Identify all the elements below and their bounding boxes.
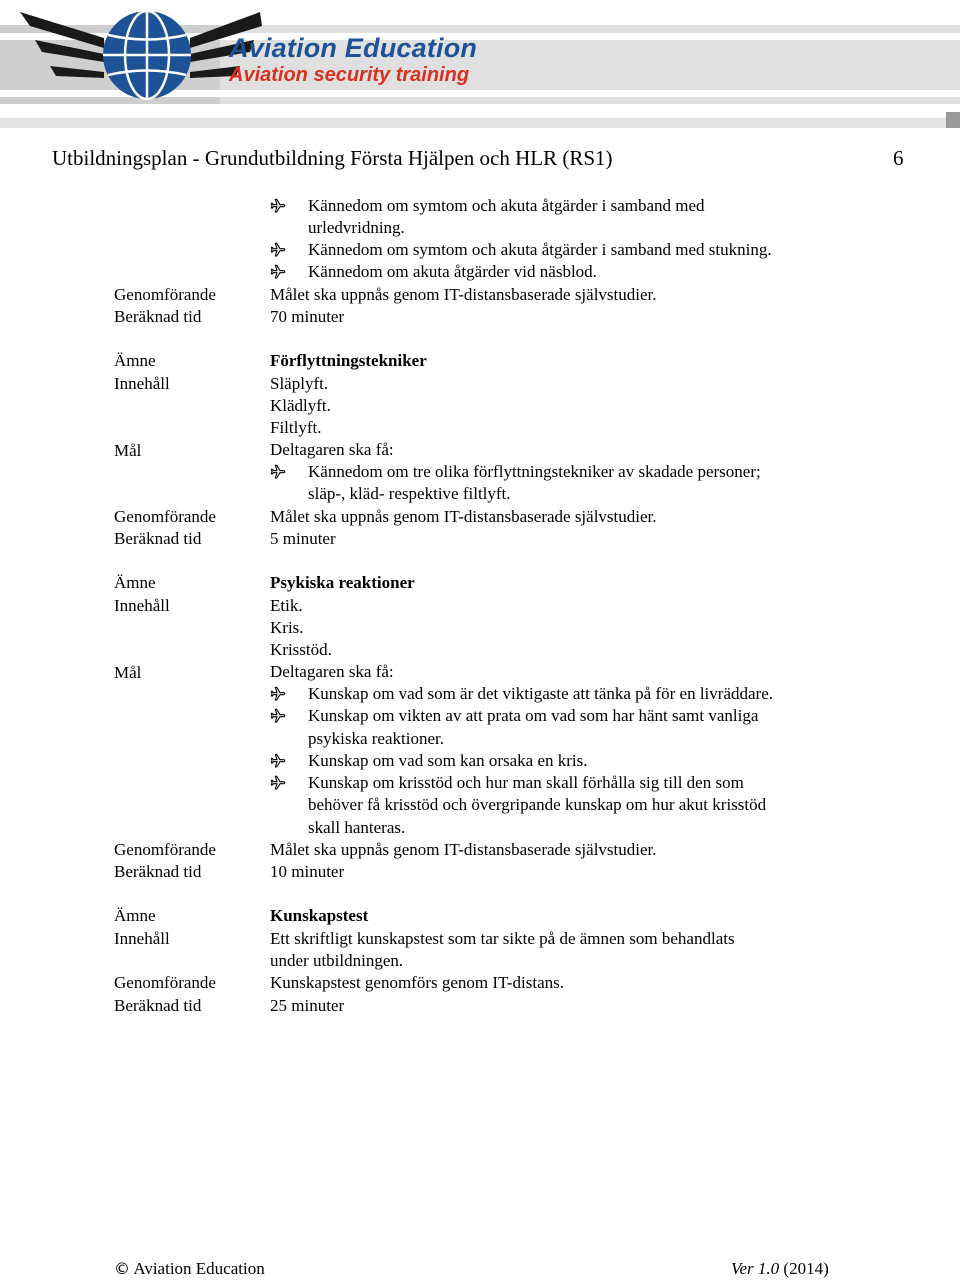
- beraknad-tid-value: 10 minuter: [270, 862, 345, 881]
- innehall-item: Etik.: [270, 596, 303, 615]
- list-item: Kännedom om tre olika förflyttningstekniker av skadade personer;: [308, 462, 761, 481]
- label-amne: Ämne: [114, 906, 156, 925]
- list-item: Kunskap om vikten av att prata om vad som har hänt samt vanliga: [308, 706, 759, 725]
- label-amne: Ämne: [114, 351, 156, 370]
- list-item-continuation: urledvridning.: [308, 218, 405, 237]
- label-mal: Mål: [114, 441, 142, 460]
- list-item: Kännedom om akuta åtgärder vid näsblod.: [308, 262, 597, 281]
- page-number: 6: [893, 146, 904, 170]
- amne-title: Psykiska reaktioner: [270, 573, 415, 592]
- beraknad-tid-value: 5 minuter: [270, 529, 336, 548]
- airplane-icon: [270, 686, 286, 702]
- label-innehall: Innehåll: [114, 374, 170, 393]
- list-item-continuation: behöver få krisstöd och övergripande kunskap om hur akut krisstöd: [308, 795, 767, 814]
- label-beraknad-tid: Beräknad tid: [114, 307, 202, 326]
- label-genomforande: Genomförande: [114, 973, 216, 992]
- list-item-continuation: släp-, kläd- respektive filtlyft.: [308, 484, 511, 503]
- label-beraknad-tid: Beräknad tid: [114, 996, 202, 1015]
- genomforande-text: Kunskapstest genomförs genom IT-distans.: [270, 973, 565, 992]
- label-beraknad-tid: Beräknad tid: [114, 529, 202, 548]
- innehall-item: Kris.: [270, 618, 304, 637]
- airplane-icon: [270, 242, 286, 258]
- airplane-icon: [270, 775, 286, 791]
- list-item: Kännedom om symtom och akuta åtgärder i samband med stukning.: [308, 240, 772, 259]
- innehall-item: Klädlyft.: [270, 396, 331, 415]
- innehall-item: under utbildningen.: [270, 951, 404, 970]
- label-innehall: Innehåll: [114, 596, 170, 615]
- airplane-icon: [270, 198, 286, 214]
- list-item: Kunskap om vad som är det viktigaste att tänka på för en livräddare.: [308, 684, 773, 703]
- airplane-icon: [270, 464, 286, 480]
- copyright-icon: ©: [114, 1259, 130, 1278]
- footer-version-label: Ver 1.0: [731, 1259, 780, 1278]
- beraknad-tid-value: 25 minuter: [270, 996, 345, 1015]
- document-title: Utbildningsplan - Grundutbildning Första Hjälpen och HLR (RS1): [52, 146, 613, 170]
- innehall-item: Filtlyft.: [270, 418, 322, 437]
- list-item: Kunskap om vad som kan orsaka en kris.: [308, 751, 588, 770]
- innehall-item: Släplyft.: [270, 374, 329, 393]
- brand-subtitle: Aviation security training: [229, 64, 470, 86]
- footer-company: Aviation Education: [133, 1259, 265, 1278]
- brand-title: Aviation Education: [229, 33, 478, 63]
- amne-title: Kunskapstest: [270, 906, 369, 925]
- list-item: Kännedom om symtom och akuta åtgärder i samband med: [308, 196, 705, 215]
- page-header: [0, 0, 960, 128]
- beraknad-tid-value: 70 minuter: [270, 307, 345, 326]
- genomforande-text: Målet ska uppnås genom IT-distansbaserade självstudier.: [270, 285, 657, 304]
- label-genomforande: Genomförande: [114, 507, 216, 526]
- mal-intro: Deltagaren ska få:: [270, 440, 394, 459]
- airplane-icon: [270, 708, 286, 724]
- label-innehall: Innehåll: [114, 929, 170, 948]
- innehall-item: Ett skriftligt kunskapstest som tar sikte på de ämnen som behandlats: [270, 929, 735, 948]
- globe-wings-logo: [0, 0, 960, 128]
- list-item: Kunskap om krisstöd och hur man skall förhålla sig till den som: [308, 773, 744, 792]
- footer-version-year: (2014): [783, 1259, 829, 1278]
- mal-intro: Deltagaren ska få:: [270, 662, 394, 681]
- footer-copyright: [114, 1259, 265, 1279]
- footer-version: [731, 1259, 829, 1279]
- airplane-icon: [270, 264, 286, 280]
- genomforande-text: Målet ska uppnås genom IT-distansbaserade självstudier.: [270, 507, 657, 526]
- label-genomforande: Genomförande: [114, 285, 216, 304]
- innehall-item: Krisstöd.: [270, 640, 332, 659]
- amne-title: Förflyttningstekniker: [270, 351, 427, 370]
- label-genomforande: Genomförande: [114, 840, 216, 859]
- label-amne: Ämne: [114, 573, 156, 592]
- genomforande-text: Målet ska uppnås genom IT-distansbaserade självstudier.: [270, 840, 657, 859]
- label-mal: Mål: [114, 663, 142, 682]
- label-beraknad-tid: Beräknad tid: [114, 862, 202, 881]
- list-item-continuation: psykiska reaktioner.: [308, 729, 444, 748]
- list-item-continuation: skall hanteras.: [308, 818, 406, 837]
- airplane-icon: [270, 753, 286, 769]
